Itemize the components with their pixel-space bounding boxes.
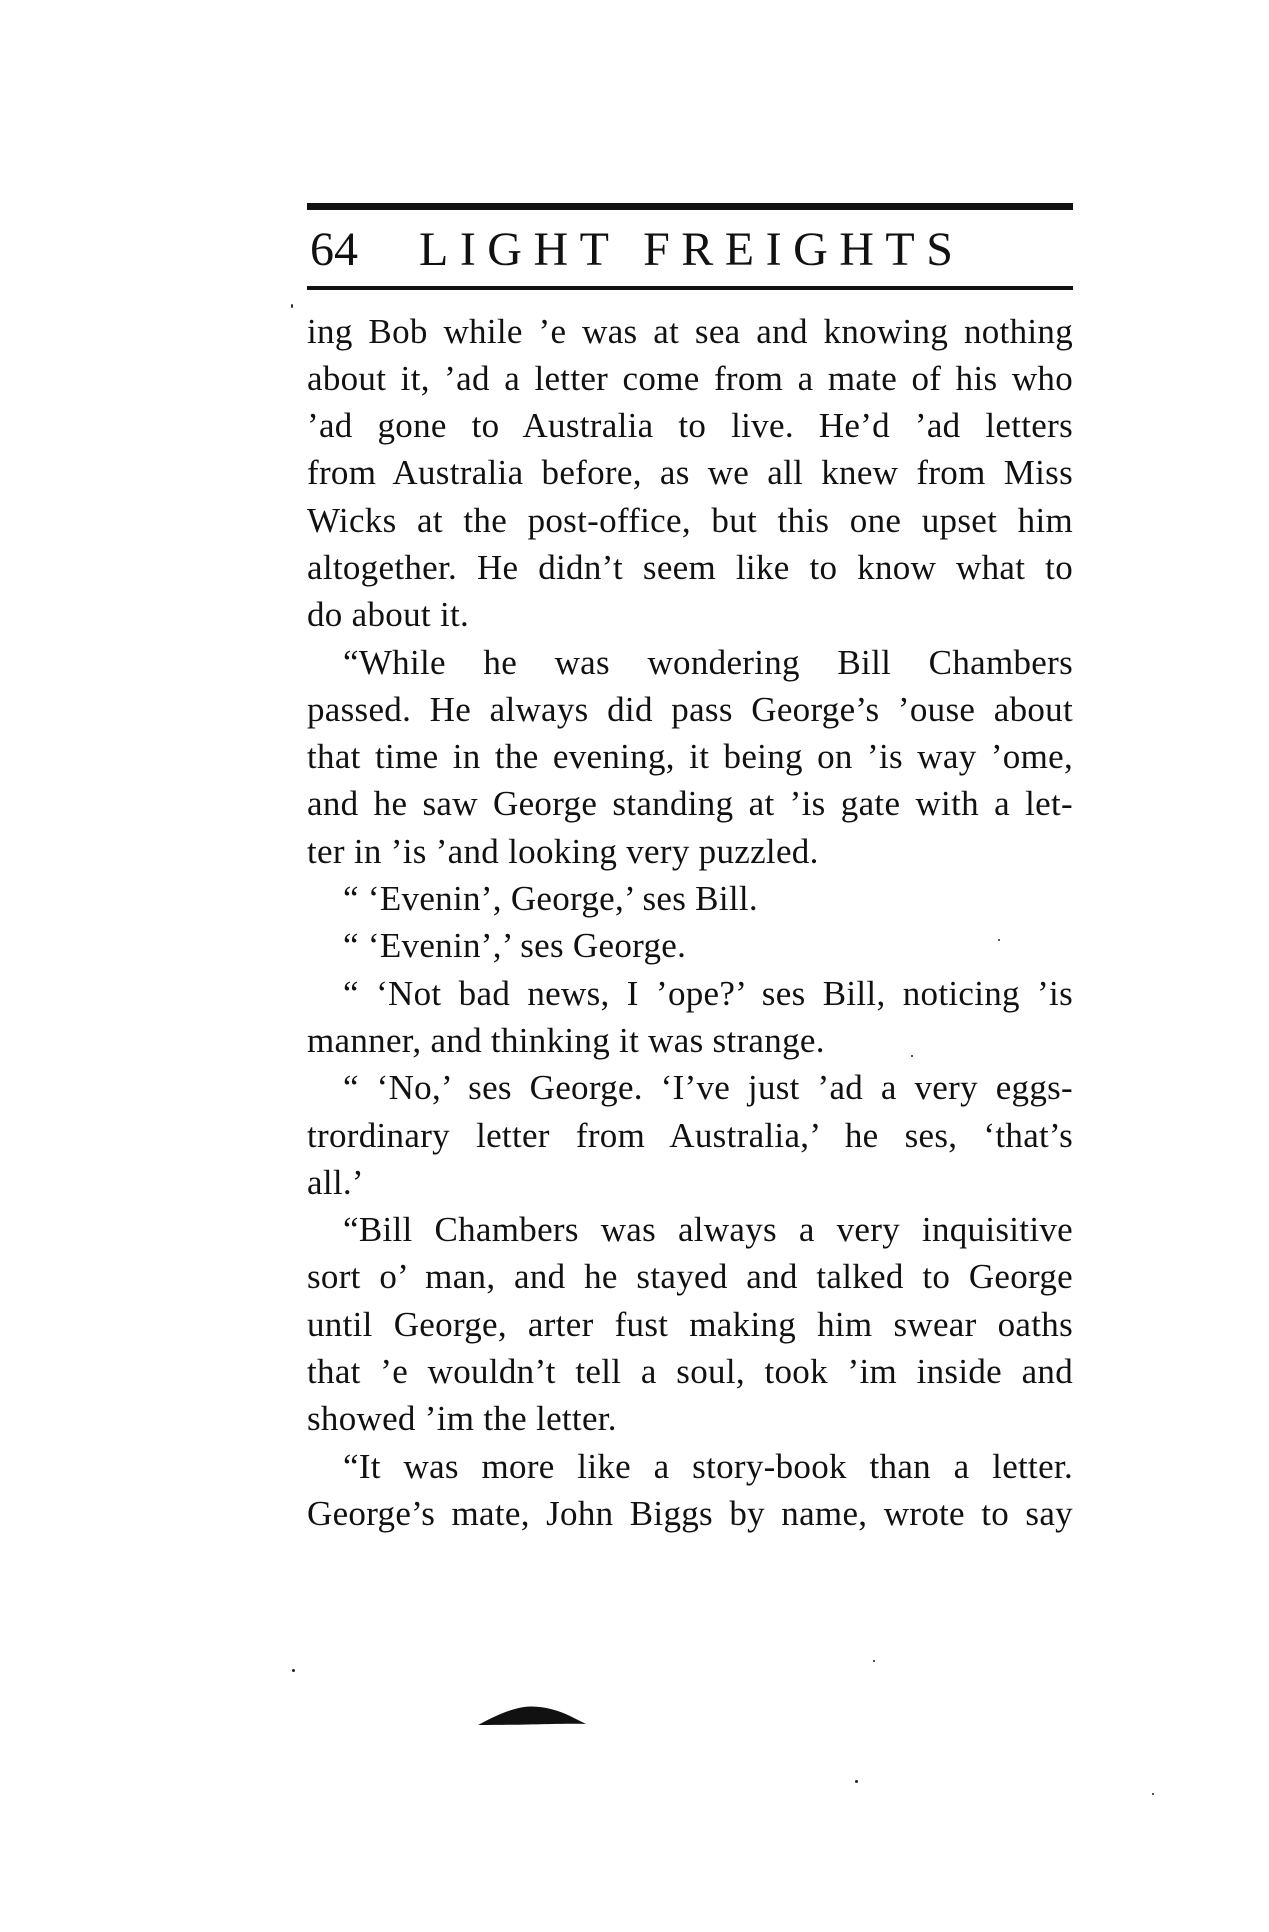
text-line: “ ‘No,’ ses George. ‘I’ve just ’ad a very eggs- (343, 1068, 1073, 1108)
text-line: “While he was wondering Bill Chambers (343, 642, 1073, 682)
body-text (307, 308, 1073, 1538)
text-line: about it, ’ad a letter come from a mate of his who (307, 358, 1073, 398)
text-line: ter in ’is ’and looking very puzzled. (307, 831, 819, 871)
paragraph (307, 308, 1073, 639)
scan-speck (911, 1055, 913, 1057)
text-line: altogether. He didn’t seem like to know what to (307, 547, 1073, 587)
scan-speck (291, 304, 293, 308)
text-line: “ ‘Not bad news, I ’ope?’ ses Bill, noticing ’is (343, 973, 1073, 1013)
text-line: all.’ (307, 1162, 364, 1202)
text-line: manner, and thinking it was strange. (307, 1020, 825, 1060)
paragraph (307, 922, 1073, 969)
scan-speck (292, 1669, 295, 1672)
text-line: until George, arter fust making him swear oaths (307, 1304, 1073, 1344)
paragraph (307, 875, 1073, 922)
scan-speck (1152, 1793, 1154, 1795)
text-line: “ ‘Evenin’,’ ses George. (343, 926, 687, 966)
text-line: “Bill Chambers was always a very inquisitive (343, 1210, 1073, 1250)
text-line: Wicks at the post-office, but this one upset him (307, 500, 1073, 540)
scan-speck (873, 1660, 875, 1662)
text-line: and he saw George standing at ’is gate with a let- (307, 784, 1073, 824)
text-line: “ ‘Evenin’, George,’ ses Bill. (343, 879, 758, 919)
text-line: from Australia before, as we all knew from Miss (307, 453, 1073, 493)
scan-speck (855, 1780, 858, 1783)
scan-speck (998, 939, 1000, 941)
text-line: do about it. (307, 595, 470, 635)
paragraph (307, 970, 1073, 1065)
text-line: passed. He always did pass George’s ’ouse about (307, 689, 1073, 729)
text-line: that time in the evening, it being on ’is way ’ome, (307, 737, 1073, 777)
text-line: that ’e wouldn’t tell a soul, took ’im inside and (307, 1352, 1073, 1392)
paragraph (307, 1443, 1073, 1538)
page-number: 64 (310, 223, 358, 276)
header-rule-top (307, 203, 1073, 210)
paragraph (307, 1206, 1073, 1442)
running-head-title: LIGHT FREIGHTS (419, 223, 965, 276)
text-line: George’s mate, John Biggs by name, wrote to say (307, 1493, 1073, 1533)
text-line: ’ad gone to Australia to live. He’d ’ad letters (307, 406, 1073, 446)
paragraph (307, 1064, 1073, 1206)
ink-smudge (476, 1703, 588, 1727)
text-line: “It was more like a story-book than a letter. (343, 1446, 1073, 1486)
text-line: ing Bob while ’e was at sea and knowing nothing (307, 311, 1073, 351)
text-line: trordinary letter from Australia,’ he ses, ‘that’s (307, 1115, 1073, 1155)
header-rule-bottom (307, 286, 1073, 290)
text-line: showed ’im the letter. (307, 1399, 617, 1439)
paragraph (307, 639, 1073, 875)
text-line: sort o’ man, and he stayed and talked to George (307, 1257, 1073, 1297)
